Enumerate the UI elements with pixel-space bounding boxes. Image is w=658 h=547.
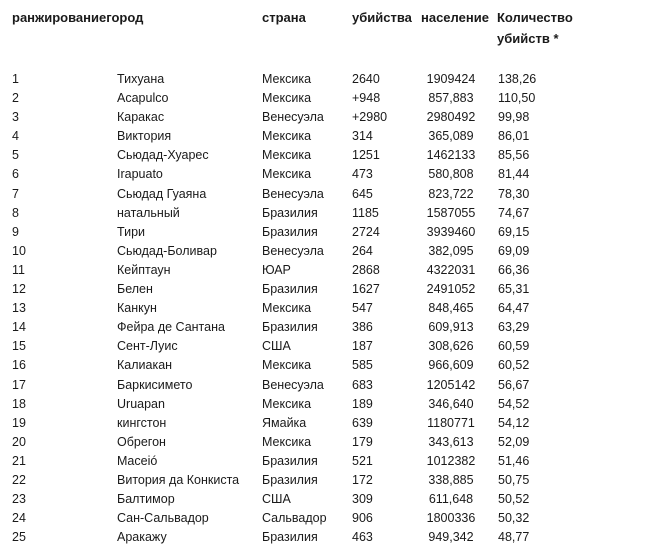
cell-rank: 5 [12,148,19,163]
table-row [0,318,658,337]
cell-city: Витория да Конкиста [117,472,240,487]
table-row [0,356,658,375]
cell-country: Мексика [262,396,312,411]
cell-population: 2980492 [426,110,476,125]
cell-city: Maceió [117,453,158,468]
cell-rate: 50,75 [498,472,530,487]
cell-city: Балтимор [117,492,175,507]
cell-country: США [262,492,291,507]
cell-murders: 521 [352,453,373,468]
cell-rank: 12 [12,282,26,297]
cell-country: Мексика [262,148,312,163]
table-row [0,509,658,528]
cell-country: Сальвадор [262,511,327,526]
cell-rank: 6 [12,167,19,182]
cell-population: 1180771 [427,415,475,430]
cell-murders: 639 [352,415,373,430]
cell-rate: 65,31 [498,282,530,297]
cell-rank: 19 [12,415,26,430]
cell-rate: 78,30 [498,186,530,201]
cell-murders: 645 [352,186,373,201]
table-row [0,242,658,261]
cell-rank: 9 [12,224,19,239]
cell-city: Тихуана [117,72,165,86]
table-row [0,89,658,108]
cell-rank: 13 [12,301,26,316]
cell-rank: 17 [12,377,26,392]
table-row [0,376,658,395]
cell-country: Бразилия [262,205,318,220]
cell-rate: 51,46 [498,453,530,468]
table-row [0,127,658,146]
cell-city: Белен [117,282,153,297]
cell-rate: 63,29 [498,320,530,335]
cell-country: Мексика [262,129,312,144]
cell-rank: 20 [12,434,26,449]
cell-murders: 1627 [352,282,380,297]
cell-rate: 60,52 [498,358,530,373]
cell-rate: 81,44 [498,167,530,182]
cell-city: Uruapan [117,396,165,411]
table-row [0,452,658,471]
table-row [0,299,658,318]
cell-population: 1587055 [426,205,476,220]
table-body [0,70,658,547]
cell-country: Бразилия [262,530,318,545]
cell-murders: 179 [352,434,373,449]
cell-country: Мексика [262,167,312,182]
cell-population: 1012382 [426,453,476,468]
cell-rate: 86,01 [498,129,530,144]
cell-population: 3939460 [426,224,476,239]
cell-city: Фейра де Сантана [117,320,225,335]
cell-city: Сент-Луис [117,339,178,354]
cell-rate: 69,15 [498,224,530,239]
cell-city: Обрегон [117,434,166,449]
cell-rank: 18 [12,396,26,411]
cell-rank: 23 [12,492,26,507]
cell-murders: 2640 [352,72,380,86]
cell-rate: 52,09 [498,434,530,449]
cell-population: 343,613 [428,434,474,449]
cell-rate: 74,67 [498,205,530,220]
cell-murders: 585 [352,358,373,373]
cell-country: Бразилия [262,472,318,487]
cell-rate: 50,32 [498,511,530,526]
cell-population: 338,885 [428,472,474,487]
cell-rank: 7 [12,186,19,201]
cell-country: Мексика [262,301,312,316]
cell-rate: 56,67 [498,377,530,392]
cell-population: 848,465 [428,301,474,316]
cell-city: Сьюдад-Хуарес [117,148,209,163]
cell-murders: 2724 [352,224,380,239]
cell-city: Irapuato [117,167,163,182]
header-country: страна [262,10,306,25]
cell-city: Кейптаун [117,262,171,277]
cell-rank: 24 [12,511,26,526]
table-row [0,528,658,547]
cell-city: Acapulco [117,91,169,106]
header-murders: убийства [352,10,412,25]
cell-murders: 386 [352,320,373,335]
cell-murders: 547 [352,301,373,316]
cell-country: США [262,339,291,354]
header-rate-line2: убийств * [497,31,559,46]
cell-population: 4322031 [426,262,476,277]
cell-city: Канкун [117,301,157,316]
table-row [0,108,658,127]
cell-rate: 69,09 [498,243,530,258]
cell-murders: 463 [352,530,373,545]
table-row [0,414,658,433]
cell-country: Бразилия [262,453,318,468]
cell-rank: 8 [12,205,19,220]
cell-rate: 66,36 [498,262,530,277]
cell-rank: 3 [12,110,19,125]
cell-population: 1800336 [426,511,476,526]
cell-country: Мексика [262,72,312,86]
table-row [0,70,658,89]
cell-population: 1909424 [426,72,476,86]
cell-murders: 473 [352,167,373,182]
cell-rank: 25 [12,530,26,545]
cell-country: Бразилия [262,224,318,239]
table-row [0,490,658,509]
table-row [0,261,658,280]
cell-population: 1205142 [426,377,476,392]
cell-city: Сьюдад Гуаяна [117,186,207,201]
cell-country: Мексика [262,91,312,106]
cell-murders: 906 [352,511,373,526]
cell-murders: 1251 [352,148,380,163]
cell-rate: 64,47 [498,301,530,316]
cell-rank: 22 [12,472,26,487]
cell-rank: 21 [12,453,26,468]
table-row [0,337,658,356]
table-row [0,204,658,223]
cell-murders: 314 [352,129,373,144]
cell-city: Каракас [117,110,165,125]
cell-country: Венесуэла [262,110,324,125]
cell-country: Бразилия [262,282,318,297]
cell-rank: 11 [12,262,25,277]
cell-country: Бразилия [262,320,318,335]
table-row [0,165,658,184]
cell-city: Баркисимето [117,377,193,392]
cell-murders: +2980 [352,110,388,125]
cell-murders: 683 [352,377,373,392]
cell-country: Ямайка [262,415,307,430]
cell-rate: 54,12 [498,415,530,430]
cell-murders: 264 [352,243,373,258]
table-row [0,185,658,204]
cell-rate: 50,52 [498,492,530,507]
cell-country: Мексика [262,358,312,373]
cell-murders: 1185 [352,205,379,220]
cell-rank: 14 [12,320,26,335]
cell-city: натальный [117,205,180,220]
cell-murders: 189 [352,396,373,411]
cell-population: 365,089 [428,129,474,144]
cell-country: ЮАР [262,262,291,277]
table-row [0,395,658,414]
header-rate-line1: Количество [497,10,573,25]
cell-city: Сьюдад-Боливар [117,243,217,258]
cell-rate: 99,98 [498,110,530,125]
cell-country: Венесуэла [262,377,324,392]
cell-city: Сан-Сальвадор [117,511,209,526]
table-row [0,146,658,165]
cell-rank: 15 [12,339,26,354]
cell-population: 308,626 [428,339,474,354]
cell-rank: 4 [12,129,19,144]
cell-country: Мексика [262,434,312,449]
cell-rate: 60,59 [498,339,530,354]
cell-country: Венесуэла [262,186,324,201]
cell-city: Виктория [117,129,172,144]
cell-rank: 16 [12,358,26,373]
cell-population: 966,609 [428,358,474,373]
cell-rank: 2 [12,91,19,106]
cell-murders: 2868 [352,262,380,277]
cell-rate: 138,26 [498,72,537,86]
table-row [0,471,658,490]
cell-rate: 110,50 [498,91,536,106]
cell-rate: 48,77 [498,530,530,545]
cell-murders: 187 [352,339,373,354]
cell-rank: 1 [12,72,19,86]
table-row [0,280,658,299]
cell-population: 609,913 [428,320,474,335]
table-row [0,223,658,242]
cell-country: Венесуэла [262,243,324,258]
cell-population: 580,808 [428,167,474,182]
cell-population: 611,648 [428,492,474,507]
cell-rank: 10 [12,243,26,258]
cell-city: Калиакан [117,358,173,373]
cell-population: 949,342 [428,530,474,545]
cell-population: 1462133 [426,148,476,163]
cell-population: 382,095 [428,243,474,258]
cell-murders: +948 [352,91,381,106]
header-murder-rate [497,7,607,49]
cell-population: 346,640 [428,396,474,411]
cell-murders: 172 [352,472,373,487]
cell-murders: 309 [352,492,373,507]
cell-population: 857,883 [428,91,474,106]
cell-rate: 85,56 [498,148,530,163]
cell-population: 2491052 [426,282,476,297]
cell-city: кингстон [117,415,167,430]
cell-rate: 54,52 [498,396,530,411]
header-population: население [421,10,489,25]
cell-city: Аракажу [117,530,167,545]
table-row [0,433,658,452]
table-header [0,0,658,60]
cell-population: 823,722 [428,186,474,201]
cell-city: Тири [117,224,146,239]
header-rank-city: ранжированиегород [12,10,144,25]
